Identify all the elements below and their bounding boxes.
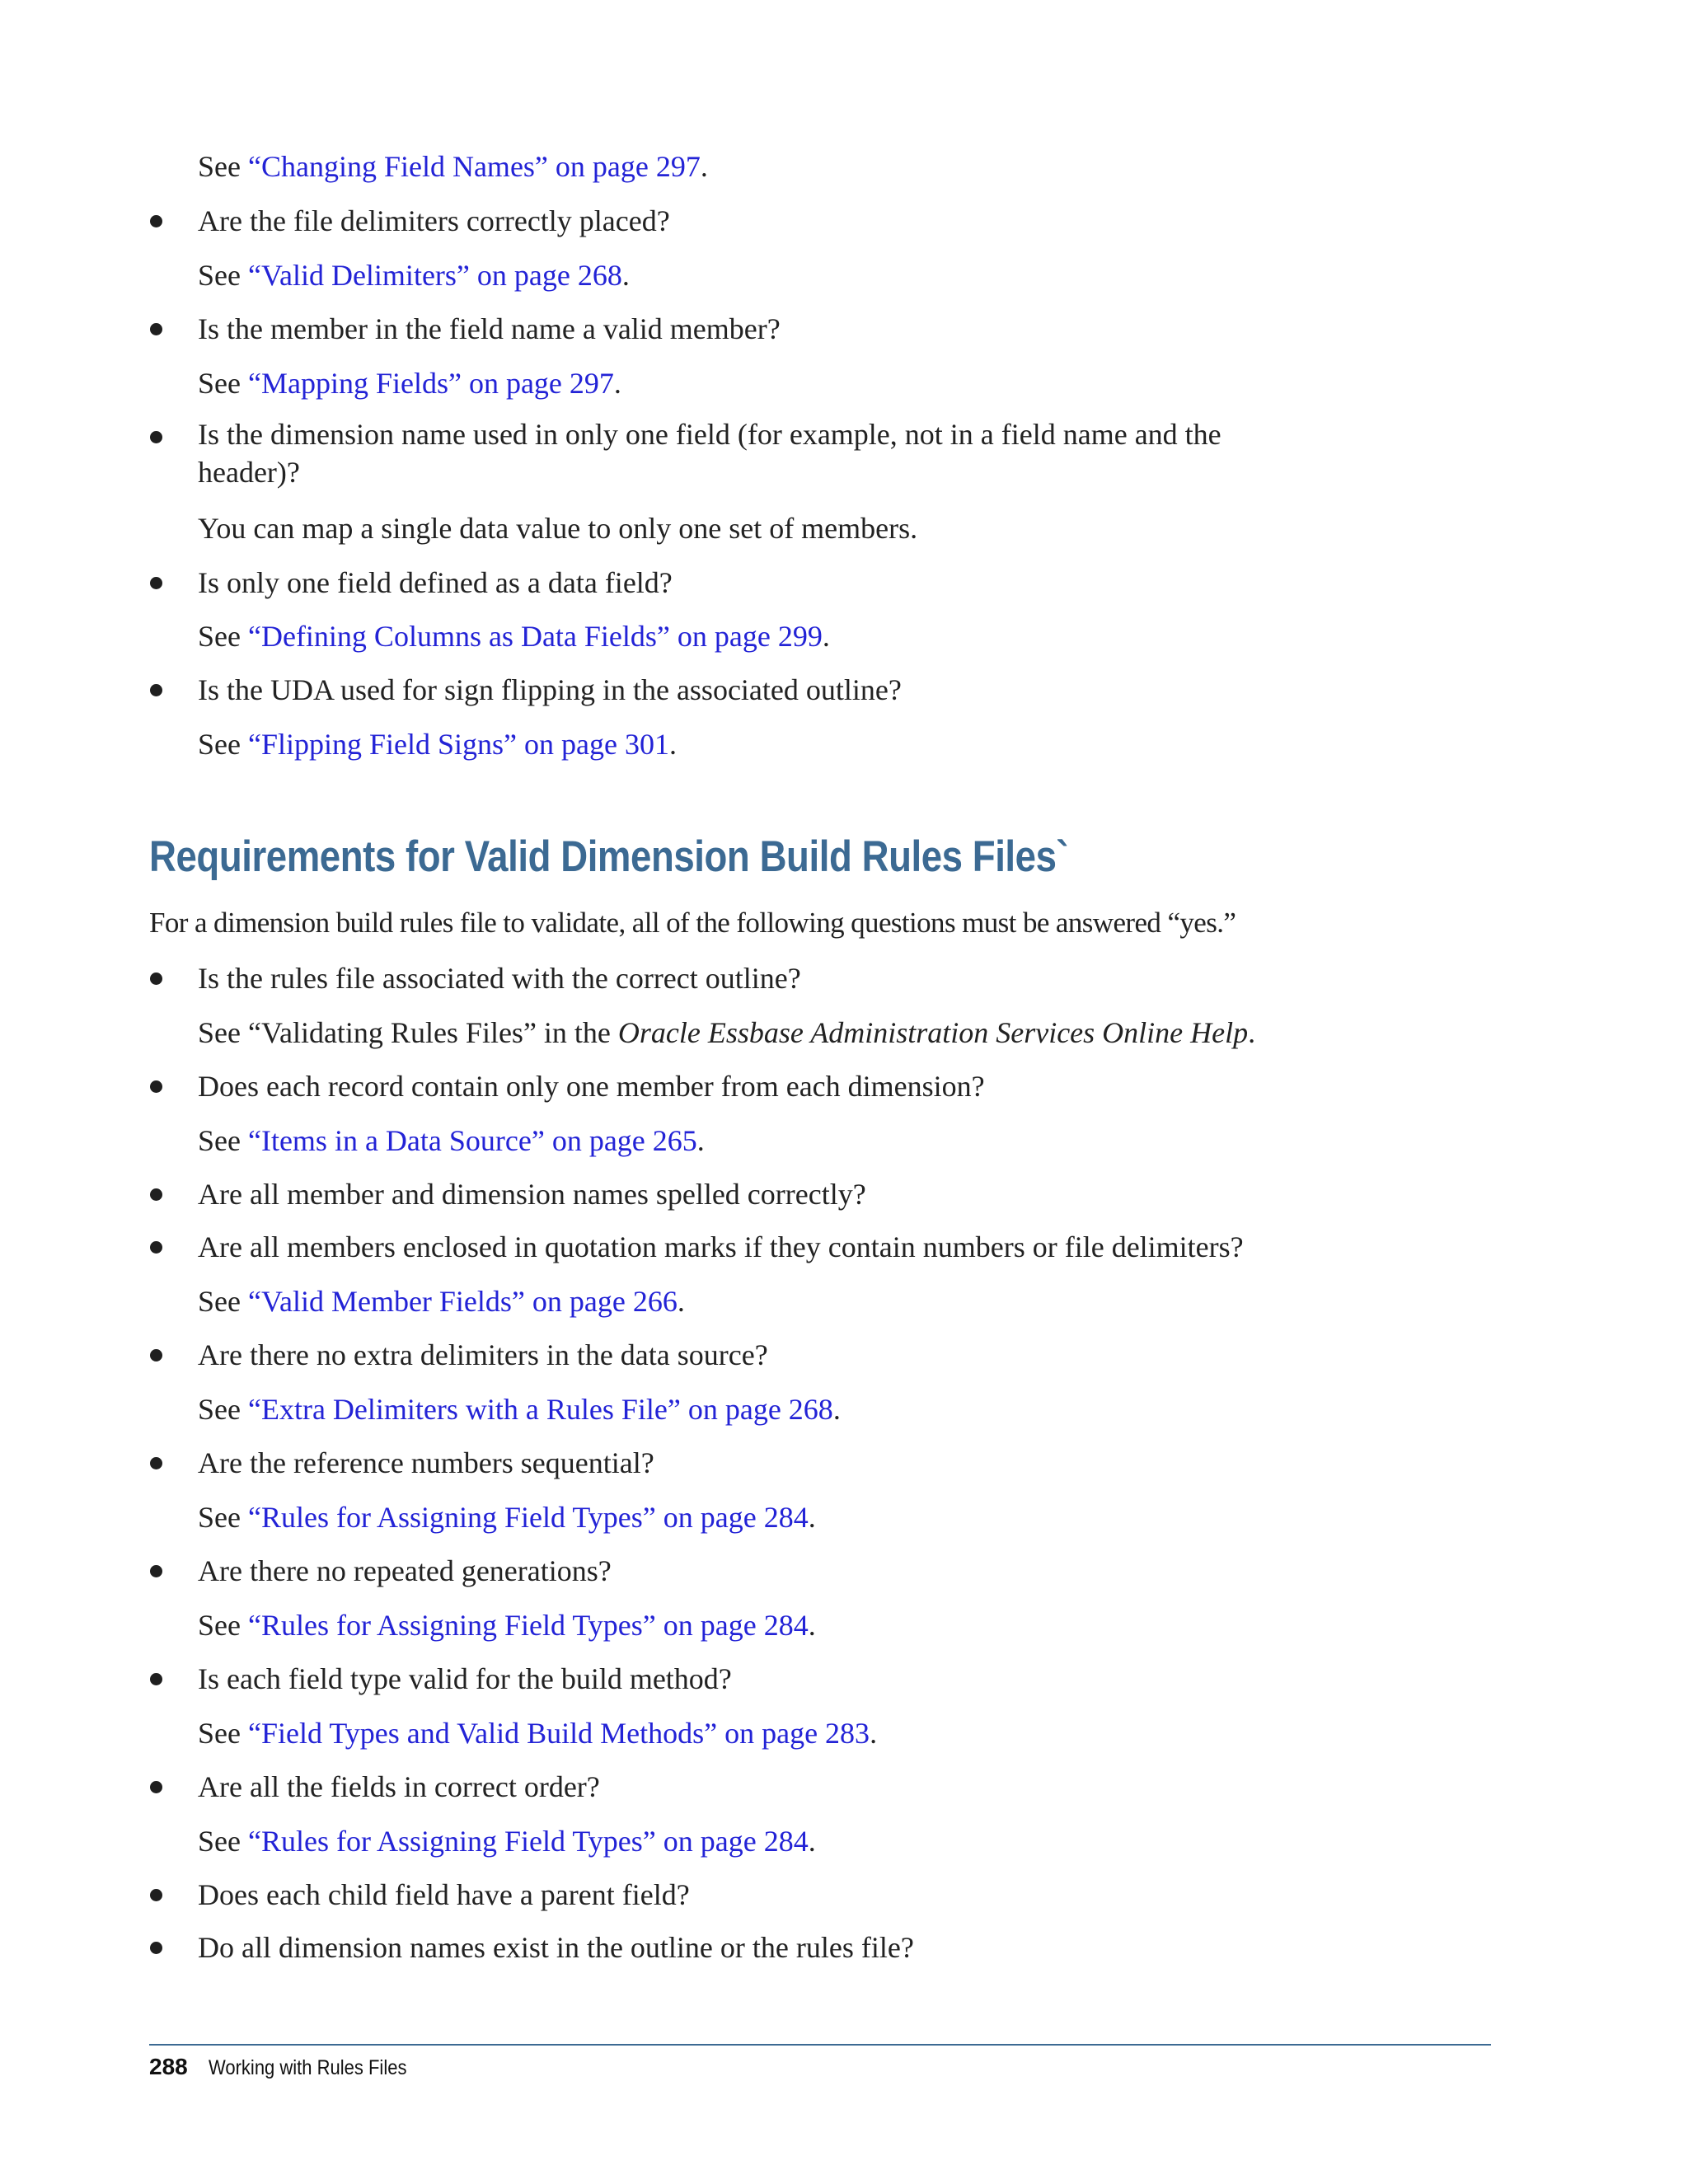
cross-reference-link[interactable]: “Field Types and Valid Build Methods” on page 283 [247,1717,870,1750]
list-item: Is the dimension name used in only one field (for example, not in a field name and the header)? [198,418,1221,489]
bullet-icon [150,1241,162,1254]
see-reference: See “Rules for Assigning Field Types” on page 284. [198,1825,816,1858]
bullet-icon [150,577,162,589]
list-item-note: You can map a single data value to only one set of members. [198,512,918,545]
cross-reference-link[interactable]: “Valid Member Fields” on page 266 [247,1285,678,1318]
section-heading: Requirements for Valid Dimension Build Rules Files` [149,832,1069,881]
see-reference: See “Valid Delimiters” on page 268. [198,259,630,292]
see-reference: See “Defining Columns as Data Fields” on page 299. [198,620,830,653]
bullet-icon [150,972,162,985]
bullet-icon [150,1673,162,1685]
cross-reference-link[interactable]: “Changing Field Names” on page 297 [247,150,701,183]
page-number: 288 [149,2054,188,2079]
list-item: Do all dimension names exist in the outline or the rules file? [198,1931,914,1964]
see-reference: See “Flipping Field Signs” on page 301. [198,728,677,761]
list-item: Is the rules file associated with the correct outline? [198,962,801,995]
bullet-icon [150,215,162,227]
cross-reference-link[interactable]: “Defining Columns as Data Fields” on page 299 [247,620,823,653]
list-item: Is the UDA used for sign flipping in the associated outline? [198,673,902,706]
book-title: Oracle Essbase Administration Services Online Help [617,1016,1249,1049]
see-reference: See “Valid Member Fields” on page 266. [198,1285,685,1318]
bullet-icon [150,1457,162,1469]
see-reference: See “Items in a Data Source” on page 265. [198,1124,705,1157]
bullet-icon [150,1565,162,1577]
cross-reference-link[interactable]: “Valid Delimiters” on page 268 [247,259,622,292]
bullet-icon [150,1080,162,1093]
see-reference: See “Extra Delimiters with a Rules File” on page 268. [198,1393,841,1426]
bullet-icon [150,1349,162,1361]
section-intro: For a dimension build rules file to validate, all of the following questions must be answered “yes.” [149,907,1236,939]
list-item: Are all members enclosed in quotation marks if they contain numbers or file delimiters? [198,1230,1244,1263]
see-reference: See “Rules for Assigning Field Types” on page 284. [198,1609,816,1642]
cross-reference-link[interactable]: “Flipping Field Signs” on page 301 [247,728,669,761]
see-reference: See “Field Types and Valid Build Methods” on page 283. [198,1717,878,1750]
list-item: Are there no repeated generations? [198,1554,612,1587]
cross-reference-link[interactable]: “Items in a Data Source” on page 265 [247,1124,697,1157]
cross-reference-link[interactable]: “Rules for Assigning Field Types” on page 284 [247,1609,809,1642]
bullet-icon [150,1942,162,1954]
see-reference: See “Mapping Fields” on page 297. [198,367,621,400]
list-item: Are all member and dimension names spelled correctly? [198,1178,866,1211]
list-item: Is each field type valid for the build method? [198,1662,732,1695]
cross-reference-link[interactable]: “Mapping Fields” on page 297 [247,367,614,400]
see-reference: See “Rules for Assigning Field Types” on page 284. [198,1501,816,1534]
list-item: Does each child field have a parent field? [198,1878,690,1911]
see-reference: See “Changing Field Names” on page 297. [198,150,708,183]
cross-reference-link[interactable]: “Extra Delimiters with a Rules File” on page 268 [247,1393,833,1426]
list-item: Does each record contain only one member from each dimension? [198,1070,985,1103]
bullet-icon [150,1781,162,1793]
footer-divider [149,2044,1491,2046]
cross-reference-link[interactable]: “Rules for Assigning Field Types” on page 284 [247,1825,809,1858]
bullet-icon [150,1188,162,1201]
list-item: Are the file delimiters correctly placed? [198,204,670,237]
bullet-icon [150,323,162,335]
list-item: Are there no extra delimiters in the data source? [198,1338,768,1371]
bullet-icon [150,684,162,696]
list-item: Is only one field defined as a data field? [198,566,673,599]
list-item: Are the reference numbers sequential? [198,1446,654,1479]
chapter-title: Working with Rules Files [209,2056,407,2079]
list-item: Are all the fields in correct order? [198,1770,600,1803]
cross-reference-link[interactable]: “Rules for Assigning Field Types” on page 284 [247,1501,809,1534]
see-reference: See “Validating Rules Files” in the Oracle Essbase Administration Services Online Help. [198,1016,1256,1049]
list-item: Is the member in the field name a valid member? [198,312,781,345]
bullet-icon [150,1889,162,1901]
bullet-icon [150,431,162,443]
